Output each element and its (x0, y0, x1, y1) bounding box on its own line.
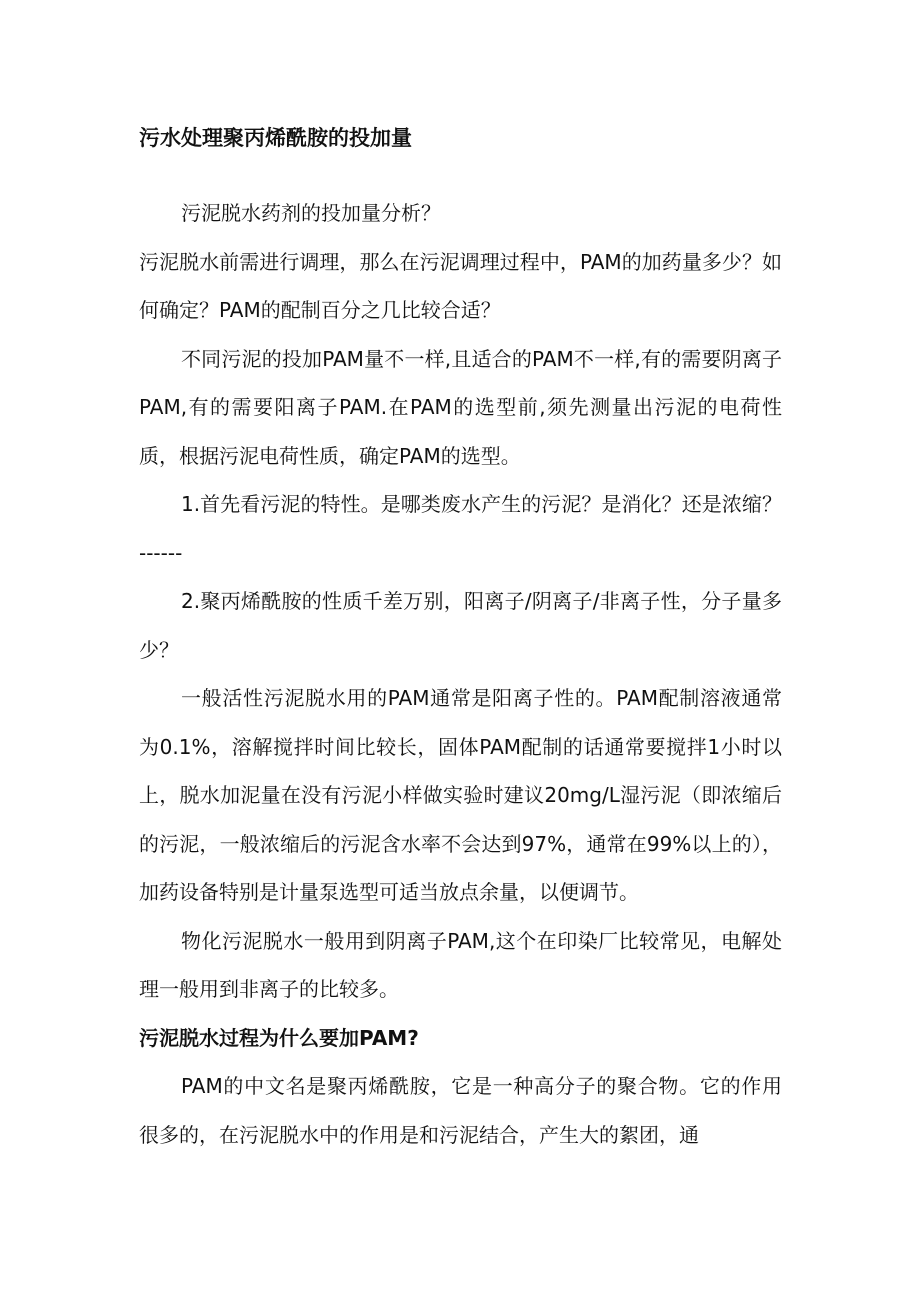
section-subheading: 污泥脱水过程为什么要加PAM? (139, 1025, 419, 1050)
paragraph-question: 污泥脱水药剂的投加量分析？ (181, 201, 441, 225)
paragraph-conditioning: 污泥脱水前需进行调理，那么在污泥调理过程中，PAM的加药量多少？如何确定？PAM的配制百分之几比较合适？ (139, 249, 782, 322)
paragraph-charge-selection: 不同污泥的投加PAM量不一样,且适合的PAM不一样,有的需要阴离子PAM,有的需要阳离子PAM.在PAM的选型前,须先测量出污泥的电荷性质，根据污泥电荷性质，确定PAM的选型。 (139, 346, 782, 468)
document-title: 污水处理聚丙烯酰胺的投加量 (139, 126, 412, 150)
document-body (139, 189, 782, 1159)
paragraph-sludge-characteristics: 1.首先看污泥的特性。是哪类废水产生的污泥？是消化？还是浓缩？------ (139, 492, 782, 565)
paragraph-pam-properties: 2.聚丙烯酰胺的性质千差万别，阳离子/阴离子/非离子性，分子量多少？ (139, 589, 782, 662)
paragraph-pam-definition: PAM的中文名是聚丙烯酰胺，它是一种高分子的聚合物。它的作用很多的，在污泥脱水中的作用是和污泥结合，产生大的絮团，通 (139, 1074, 782, 1147)
paragraph-activated-sludge: 一般活性污泥脱水用的PAM通常是阳离子性的。PAM配制溶液通常为0.1%，溶解搅拌时间比较长，固体PAM配制的话通常要搅拌1小时以上，脱水加泥量在没有污泥小样做实验时建议20mg/L湿污泥（即浓缩后的污泥，一般浓缩后的污泥含水率不会达到97%，通常在99%以上的），加药设备特别是计量泵选型可适当放点余量，以便调节。 (139, 686, 782, 904)
paragraph-physicochemical-sludge: 物化污泥脱水一般用到阴离子PAM,这个在印染厂比较常见，电解处理一般用到非离子的比较多。 (139, 928, 782, 1001)
